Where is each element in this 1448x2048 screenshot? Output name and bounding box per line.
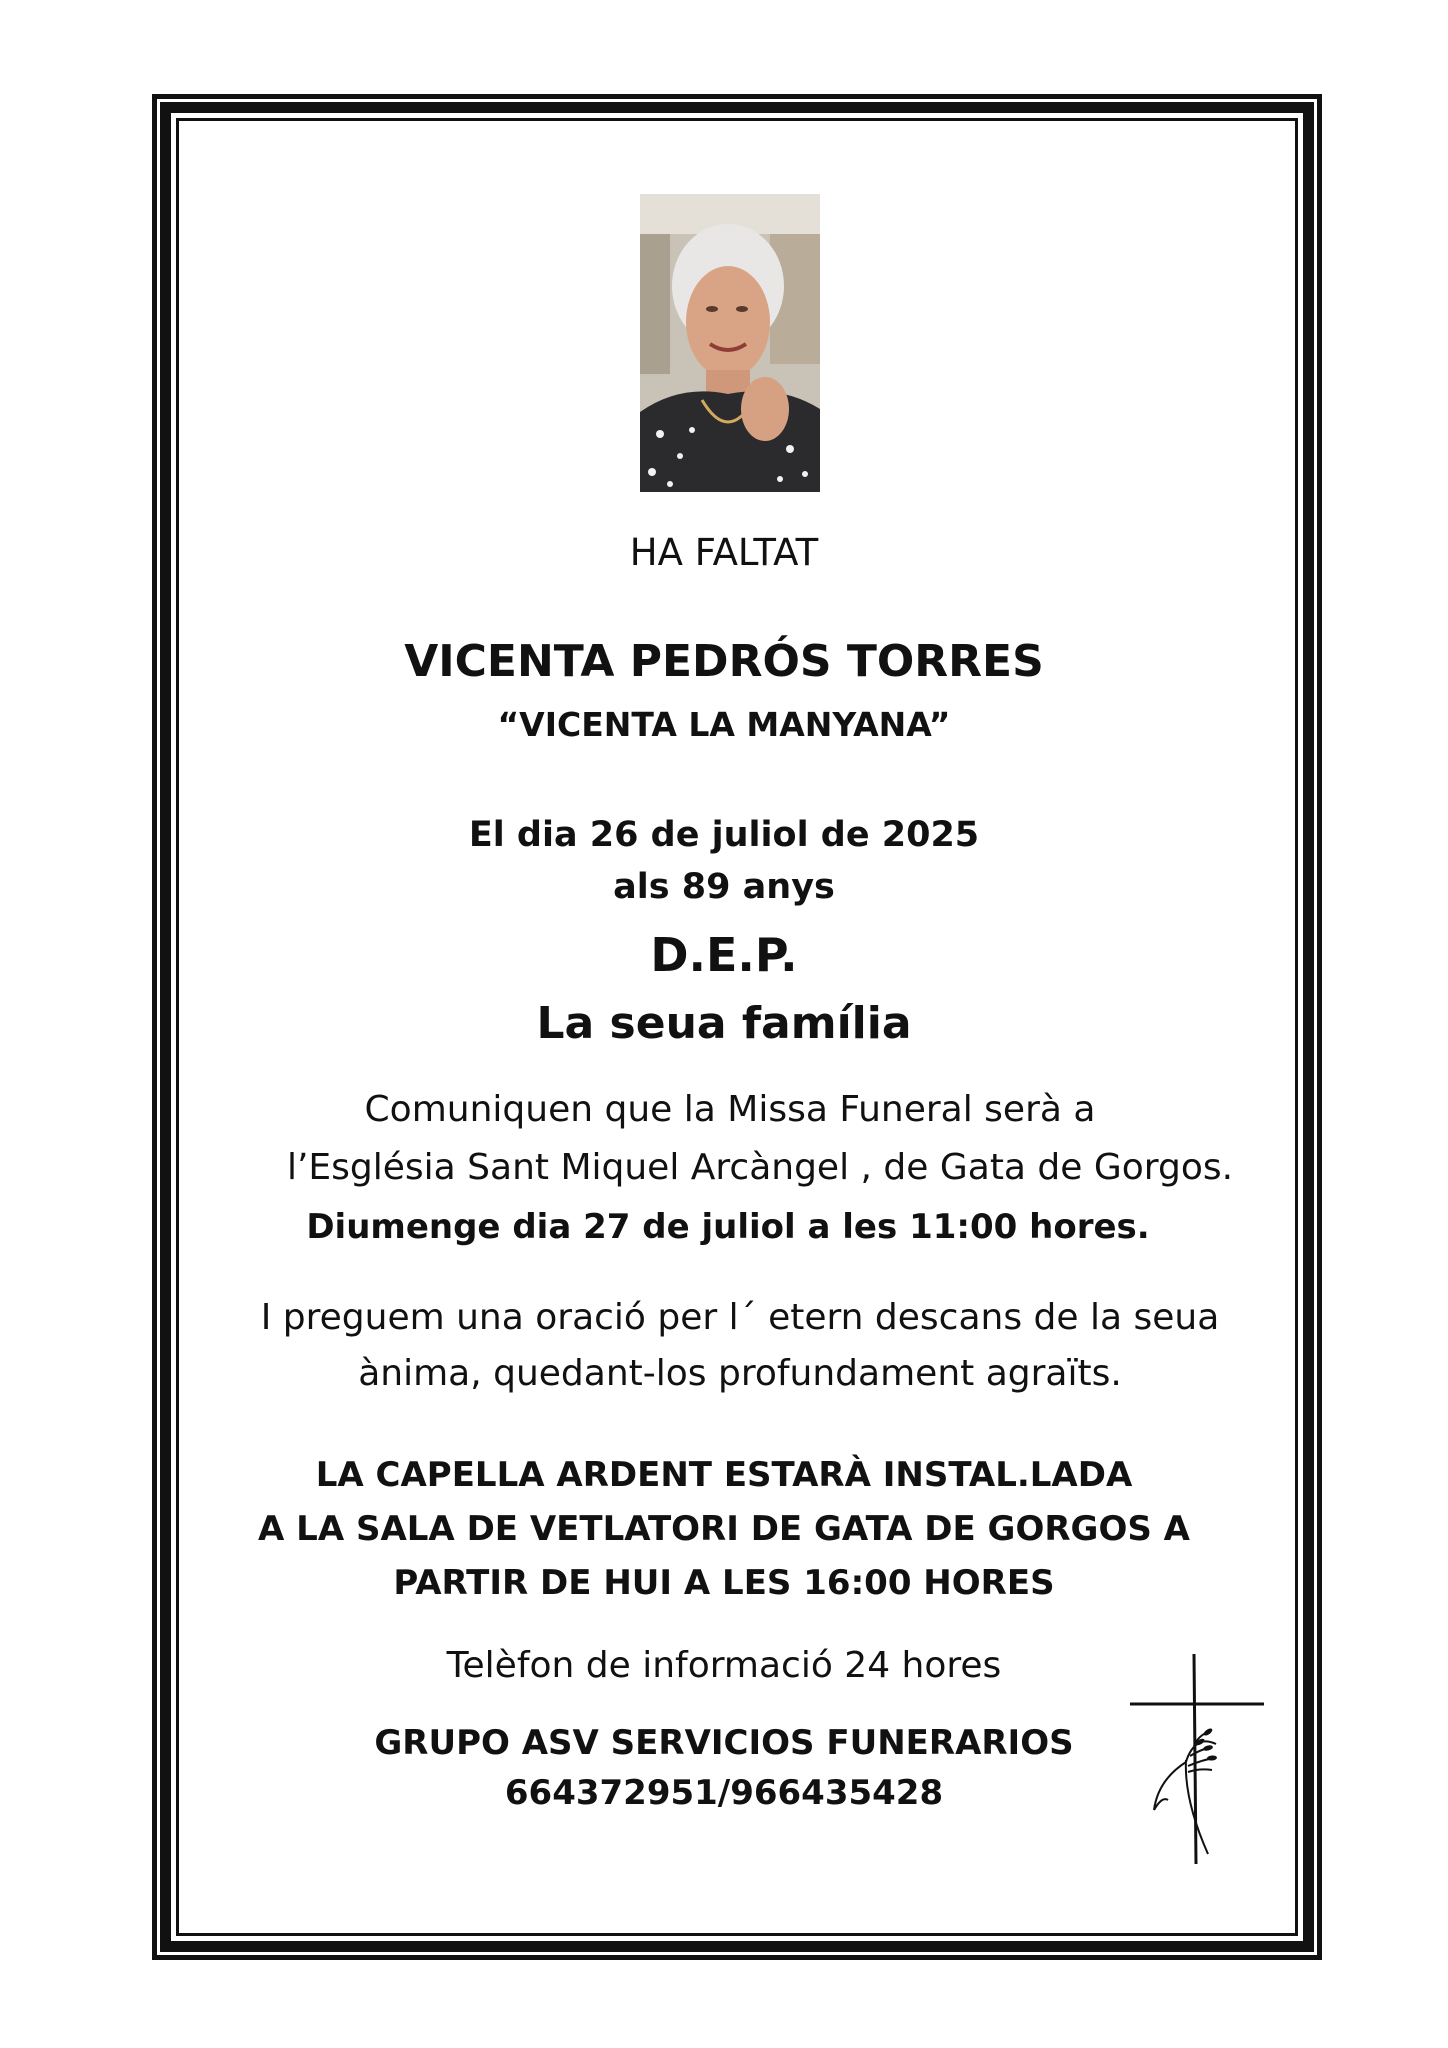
- funeral-company-name: GRUPO ASV SERVICIOS FUNERARIOS: [374, 1723, 1074, 1763]
- prayer-text-line-1: I preguem una oració per l´ etern descans de la seua: [260, 1297, 1220, 1338]
- chapel-text-line-2: A LA SALA DE VETLATORI DE GATA DE GORGOS A: [258, 1509, 1190, 1549]
- chapel-text-line-1: LA CAPELLA ARDENT ESTARÀ INSTAL.LADA: [315, 1455, 1133, 1495]
- funeral-text-line-1: Comuniquen que la Missa Funeral serà a: [364, 1089, 1096, 1130]
- funeral-time: Diumenge dia 27 de juliol a les 11:00 hores.: [306, 1207, 1150, 1247]
- announcement-text: HA FALTAT: [629, 531, 819, 574]
- cross-with-wheat-icon: [1128, 1650, 1268, 1870]
- age-text: als 89 anys: [613, 867, 835, 907]
- prayer-text-line-2: ànima, quedant-los profundament agraïts.: [358, 1353, 1122, 1394]
- deceased-name: VICENTA PEDRÓS TORRES: [404, 636, 1044, 687]
- rip-text: D.E.P.: [650, 928, 798, 982]
- contact-phones: 664372951/966435428: [504, 1773, 944, 1813]
- family-text: La seua família: [536, 998, 912, 1049]
- portrait-photo: [640, 194, 820, 492]
- death-date: El dia 26 de juliol de 2025: [468, 815, 980, 855]
- info-phone-label: Telèfon de informació 24 hores: [446, 1645, 1002, 1686]
- chapel-text-line-3: PARTIR DE HUI A LES 16:00 HORES: [393, 1563, 1055, 1603]
- funeral-text-line-2: l’Església Sant Miquel Arcàngel , de Gata de Gorgos.: [286, 1147, 1234, 1188]
- deceased-nickname: “VICENTA LA MANYANA”: [497, 705, 951, 744]
